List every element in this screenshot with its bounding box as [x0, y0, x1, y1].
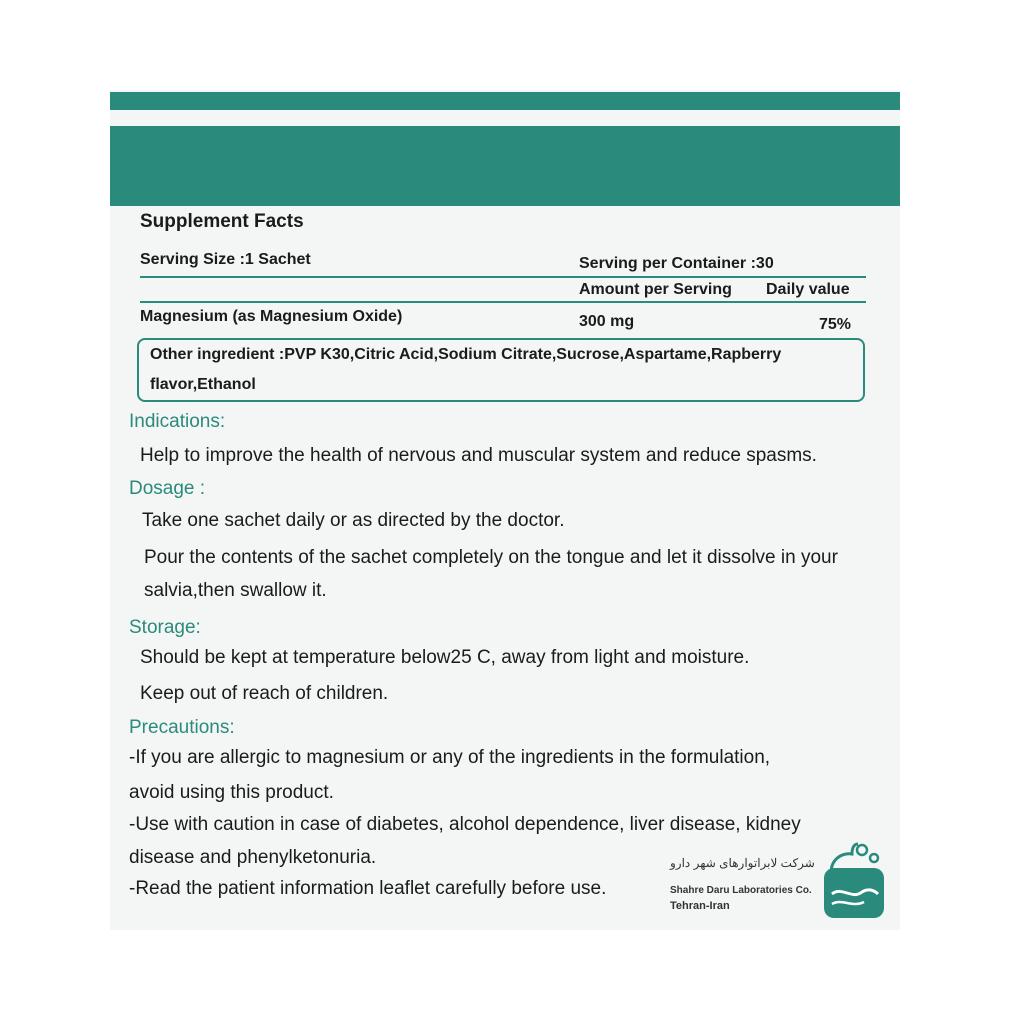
daily-value-header: Daily value	[766, 281, 850, 298]
company-name: Shahre Daru Laboratories Co.	[670, 885, 812, 896]
other-ingredients-text: flavor,Ethanol	[150, 376, 256, 393]
company-location: Tehran-Iran	[670, 900, 730, 912]
precautions-text: -If you are allergic to magnesium or any of the ingredients in the formulation,	[129, 747, 771, 768]
header-band	[110, 126, 900, 206]
indications-heading: Indications:	[129, 411, 226, 432]
ingredient-daily-value: 75%	[819, 316, 852, 333]
other-ingredients-box	[137, 338, 865, 402]
company-name-persian: شرکت لابراتوارهای شهر دارو	[670, 856, 815, 870]
precautions-text: avoid using this product.	[129, 782, 334, 803]
servings-per-container: Serving per Container :30	[579, 255, 774, 272]
ingredient-name: Magnesium (as Magnesium Oxide)	[140, 308, 403, 325]
storage-text: Keep out of reach of children.	[140, 683, 389, 704]
label-panel	[110, 90, 900, 930]
dosage-text: Pour the contents of the sachet completely on the tongue and let it dissolve in your	[144, 547, 838, 568]
dosage-heading: Dosage :	[129, 478, 206, 499]
indications-text: Help to improve the health of nervous and muscular system and reduce spasms.	[140, 445, 817, 466]
supplement-facts-title: Supplement Facts	[140, 211, 304, 232]
precautions-heading: Precautions:	[129, 717, 235, 738]
facts-divider	[140, 301, 866, 303]
other-ingredients-text: Other ingredient :PVP K30,Citric Acid,Sodium Citrate,Sucrose,Aspartame,Rapberry	[150, 346, 782, 363]
precautions-text: disease and phenylketonuria.	[129, 847, 377, 868]
dosage-text: Take one sachet daily or as directed by the doctor.	[142, 510, 565, 531]
flask-bubbles-icon	[818, 838, 890, 920]
dosage-text: salvia,then swallow it.	[144, 580, 327, 601]
ingredient-amount: 300 mg	[579, 313, 635, 330]
amount-per-serving-header: Amount per Serving	[579, 281, 732, 298]
facts-divider	[140, 276, 866, 278]
storage-text: Should be kept at temperature below25 C, away from light and moisture.	[140, 647, 750, 668]
precautions-text: -Use with caution in case of diabetes, alcohol dependence, liver disease, kidney	[129, 814, 801, 835]
storage-heading: Storage:	[129, 617, 201, 638]
serving-size: Serving Size :1 Sachet	[140, 251, 311, 268]
top-stripe	[110, 92, 900, 110]
precautions-text: -Read the patient information leaflet carefully before use.	[129, 878, 607, 899]
